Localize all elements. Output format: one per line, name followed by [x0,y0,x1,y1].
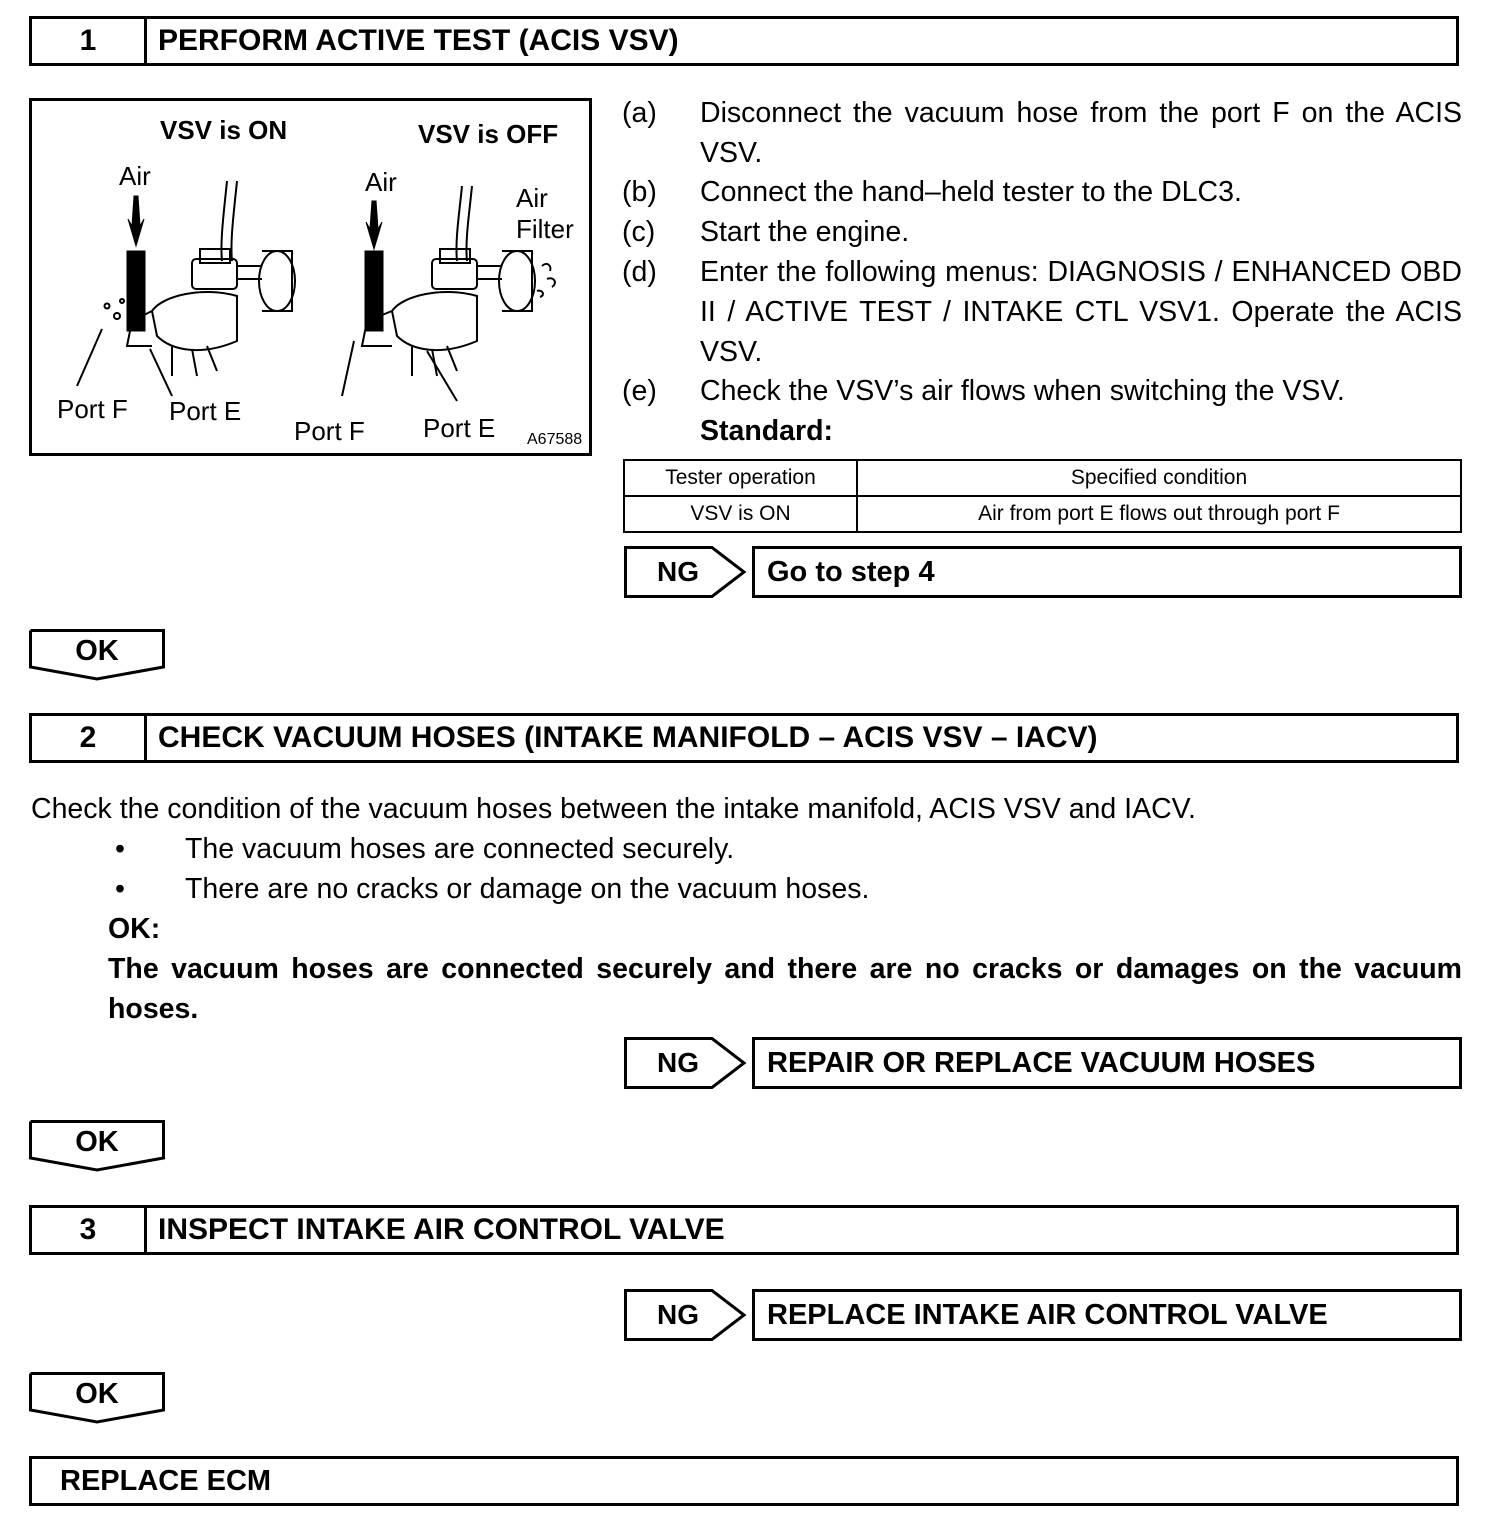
step-title: INSPECT INTAKE AIR CONTROL VALVE [158,1213,725,1246]
step-2-intro: Check the condition of the vacuum hoses between the intake manifold, ACIS VSV and IACV. [31,793,1196,825]
ng-tag [624,546,748,598]
step-title: PERFORM ACTIVE TEST (ACIS VSV) [158,24,679,57]
step-2-header [29,713,1459,763]
air-label-right: Air [365,167,397,197]
item-text: Enter the following menus: DIAGNOSIS / ENHANCED OBD II / ACTIVE TEST / INTAKE CTL VSV1. Operate the ACIS VSV. [700,256,1462,368]
table-cell: VSV is ON [624,496,857,532]
step-1-header [29,16,1459,66]
table-cell: Air from port E flows out through port F [857,496,1461,532]
ok-label: OK [75,1126,119,1158]
figure-code: A67588 [527,431,583,448]
ok-label: OK [75,635,119,667]
vsv-on-label: VSV is ON [160,115,288,145]
air-filter-label-1: Air [516,183,548,213]
step-number: 2 [32,716,147,760]
port-e-label-left: Port E [169,396,242,426]
item-label: (a) [622,97,657,129]
port-e-label-right: Port E [423,413,496,443]
item-text: Connect the hand–held tester to the DLC3. [700,176,1242,208]
air-filter-label-2: Filter [516,214,574,244]
ng-tag [624,1037,748,1089]
table-header: Tester operation [624,460,857,496]
ok-label: OK [75,1378,119,1410]
ok-heading: OK: [108,913,161,945]
ok-connector-1 [29,629,165,681]
ng-label: NG [657,556,699,587]
vsv-off-label: VSV is OFF [418,119,559,149]
ng-label: NG [657,1047,699,1078]
bullet-symbol: • [115,873,125,905]
ng-branch-3 [624,1289,1462,1341]
vsv-illustration [29,98,592,456]
ng-tag [624,1289,748,1341]
bullet-text: There are no cracks or damage on the vacuum hoses. [185,873,870,905]
item-label: (c) [622,216,656,248]
ng-branch-1 [624,546,1462,598]
ok-connector-3 [29,1372,165,1424]
bullet-symbol: • [115,833,125,865]
item-label: (b) [622,176,657,208]
ok-connector-2 [29,1120,165,1172]
final-action: REPLACE ECM [29,1456,1459,1506]
item-label: (d) [622,256,657,288]
step-3-header [29,1205,1459,1255]
table-row [624,496,1461,532]
ng-result: REPLACE INTAKE AIR CONTROL VALVE [752,1289,1462,1341]
air-label-left: Air [119,161,151,191]
ng-branch-2 [624,1037,1462,1089]
step-number: 3 [32,1208,147,1252]
item-text: Check the VSV’s air flows when switching the VSV. [700,375,1345,407]
ng-result: REPAIR OR REPLACE VACUUM HOSES [752,1037,1462,1089]
port-f-label-left: Port F [57,394,128,424]
port-f-label-right: Port F [294,416,365,446]
table-header: Specified condition [857,460,1461,496]
step-title: CHECK VACUUM HOSES (INTAKE MANIFOLD – ACIS VSV – IACV) [158,721,1098,754]
step-1-instructions [622,93,1462,453]
bullet-text: The vacuum hoses are connected securely. [185,833,735,865]
item-text: Start the engine. [700,216,910,248]
table-header-row [624,460,1461,496]
item-text: Disconnect the vacuum hose from the port F on the ACIS VSV. [700,97,1462,169]
item-label: (e) [622,375,657,407]
step-number: 1 [32,19,147,63]
ng-result: Go to step 4 [752,546,1462,598]
standard-label: Standard: [700,415,834,447]
standard-table [623,459,1462,533]
ng-label: NG [657,1299,699,1330]
step-2-instructions [31,789,1462,1039]
ok-criteria: The vacuum hoses are connected securely and there are no cracks or damages on the vacuum hoses. [108,953,1462,1025]
